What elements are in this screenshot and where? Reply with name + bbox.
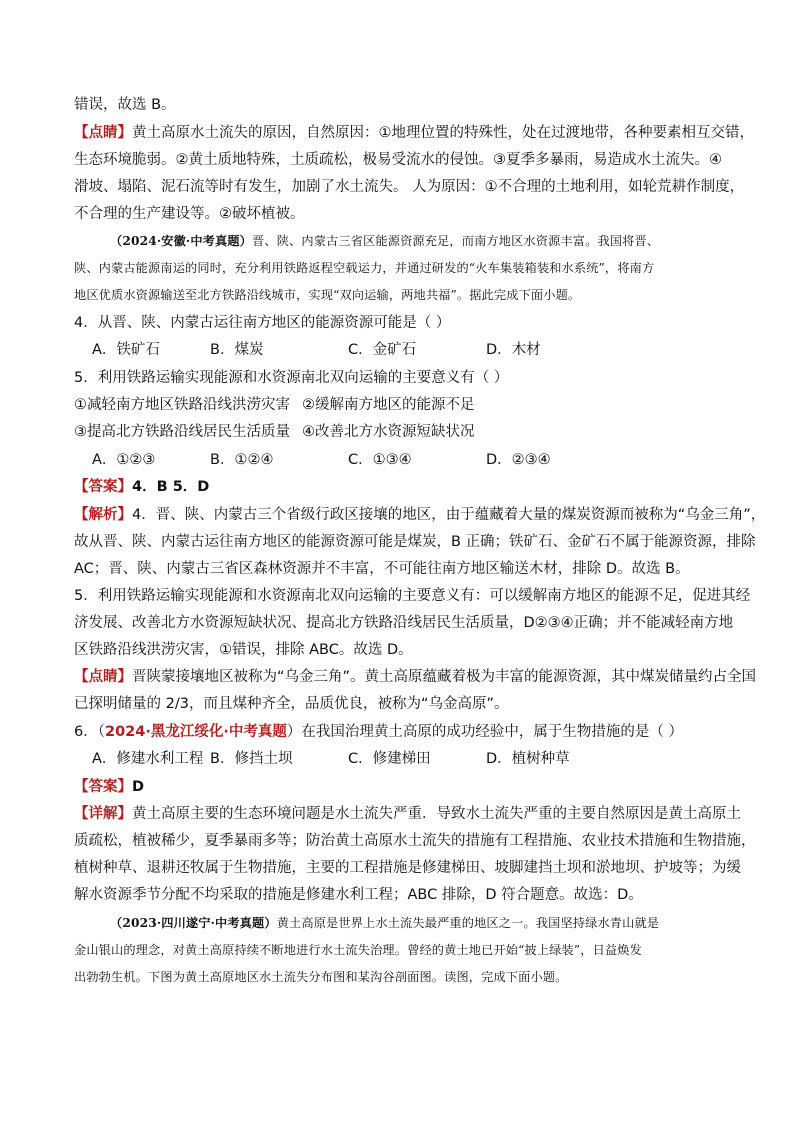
q5-statement-2: ②缓解南方地区的能源不足 [302, 397, 475, 413]
passage-line: 地区优质水资源输送至北方铁路沿线城市，实现“双向运输，两地共福”。据此完成下面小题。 [74, 288, 581, 302]
text-line: 植树种草、退耕还牧属于生物措施，主要的工程措施是修建梯田、坡脚建挡土坝和淤地坝、护坡等；为缓 [74, 860, 741, 876]
text-line: 解水资源季节分配不均采取的措施是修建水利工程；ABC 排除，D 符合题意。故选：D。 [74, 887, 643, 903]
question-4: 4．从晋、陕、内蒙古运往南方地区的能源资源可能是（ ） [74, 315, 451, 331]
q6-prefix: 6．（ [74, 724, 105, 740]
dianjing-note [74, 667, 757, 687]
passage-line [110, 231, 726, 251]
question-5: 5．利用铁路运输实现能源和水资源南北双向运输的主要意义有（ ） [74, 370, 509, 386]
detail-tag: 【详解】 [74, 806, 132, 822]
text-line: 故从晋、陕、内蒙古运往南方地区的能源资源可能是煤炭，B 正确；铁矿石、金矿石不属于能源资源，排除 [74, 534, 756, 550]
dianjing-note [74, 123, 754, 143]
analysis-tag: 【解析】 [74, 507, 132, 523]
text-line: AC；晋、陕、内蒙古三省区森林资源并不丰富，不可能往南方地区输送木材，排除 D。故选 B。 [74, 561, 690, 577]
text-line: 区铁路沿线洪涝灾害，①错误，排除 ABC。故选 D。 [74, 642, 413, 658]
text-line: 质疏松，植被稀少，夏季暴雨多等；防治黄土高原水土流失的措施有工程措施、农业技术措施和生物措施， [74, 833, 756, 849]
source-tag: （2024·安徽·中考真题） [110, 234, 253, 248]
q5-statement-3: ③提高北方铁路沿线居民生活质量 [74, 424, 290, 440]
passage-line [110, 913, 726, 933]
q4-option-a: A．铁矿石 [92, 342, 160, 358]
text-line: 生态环境脆弱。②黄土质地特殊，土质疏松，极易受流水的侵蚀。③夏季多暴雨，易造成水土流失。④ [74, 152, 722, 168]
q4-option-b: B．煤炭 [210, 342, 264, 358]
q5-option-b: B．①②④ [210, 452, 274, 468]
answer-tag: 【答案】 [74, 479, 132, 495]
text-line: 滑坡、塌陷、泥石流等时有发生，加剧了水土流失。 人为原因：①不合理的土地利用，如轮荒耕作制度， [74, 179, 745, 195]
q5-option-a: A．①②③ [92, 452, 156, 468]
q6-option-b: B．修挡土坝 [210, 751, 293, 767]
q6-option-a: A．修建水利工程 [92, 751, 204, 767]
answer-line [74, 477, 726, 497]
q4-option-c: C．金矿石 [348, 342, 417, 358]
q6-option-c: C．修建梯田 [348, 751, 431, 767]
answer-text: 4．B 5．D [132, 479, 210, 495]
answer-text: D [132, 779, 145, 795]
q4-option-d: D．木材 [486, 342, 541, 358]
text-line: 5．利用铁路运输实现能源和水资源南北双向运输的主要意义有：可以缓解南方地区的能源不足，促进其经 [74, 588, 751, 604]
text-line: 济发展、改善北方水资源短缺状况、提高北方铁路沿线居民生活质量，D②③④正确；并不能减轻南方地 [74, 615, 734, 631]
source-tag: （2023·四川遂宁·中考真题） [110, 916, 277, 930]
detail-text: 黄土高原主要的生态环境问题是水土流失严重．导致水土流失严重的主要自然原因是黄土高原土 [132, 806, 741, 822]
answer-tag: 【答案】 [74, 779, 132, 795]
dianjing-tag: 【点睛】 [74, 125, 132, 141]
dianjing-text: 晋陕蒙接壤地区被称为“乌金三角”。黄土高原蕴藏着极为丰富的能源资源，其中煤炭储量约占全国 [132, 669, 757, 685]
answer-line [74, 777, 726, 797]
passage-line: 陕、内蒙古能源南运的同时，充分利用铁路返程空载运力，并通过研发的“火车集装箱装和水系统”，将南方 [74, 261, 655, 275]
text-line: 错误，故选 B。 [74, 97, 176, 113]
dianjing-tag: 【点睛】 [74, 669, 132, 685]
question-6 [74, 722, 726, 742]
q6-text: ）在我国治理黄土高原的成功经验中，属于生物措施的是（ ） [286, 724, 683, 740]
analysis-line [74, 505, 766, 525]
q5-statement-1: ①减轻南方地区铁路沿线洪涝灾害 [74, 397, 290, 413]
q5-option-c: C．①③④ [348, 452, 412, 468]
text-line: 已探明储量的 2/3，而且煤种齐全，品质优良，被称为“乌金高原”。 [74, 696, 509, 712]
passage-line: 金山银山的理念，对黄土高原持续不断地进行水土流失治理。曾经的黄土地已开始“披上绿装”，日益焕发 [74, 943, 642, 957]
passage-text: 晋、陕、内蒙古三省区能源资源充足，而南方地区水资源丰富。我国将晋、 [252, 234, 660, 248]
passage-line: 出勃勃生机。下图为黄土高原地区水土流失分布图和某沟谷剖面图。读图，完成下面小题。 [74, 970, 568, 984]
detail-line [74, 804, 741, 824]
dianjing-text: 黄土高原水土流失的原因，自然原因：①地理位置的特殊性，处在过渡地带，各种要素相互交错， [132, 125, 754, 141]
passage-text: 黄土高原是世界上水土流失最严重的地区之一。我国坚持绿水青山就是 [276, 916, 660, 930]
text-line: 不合理的生产建设等。②破坏植被。 [74, 206, 305, 222]
q6-option-d: D．植树种草 [486, 751, 570, 767]
q6-source: 2024·黑龙江绥化·中考真题 [104, 724, 287, 740]
analysis-text: 4．晋、陕、内蒙古三个省级行政区接壤的地区，由于蕴藏着大量的煤炭资源而被称为“乌金三角”， [132, 507, 766, 523]
q5-option-d: D．②③④ [486, 452, 551, 468]
q5-statement-4: ④改善北方水资源短缺状况 [302, 424, 475, 440]
